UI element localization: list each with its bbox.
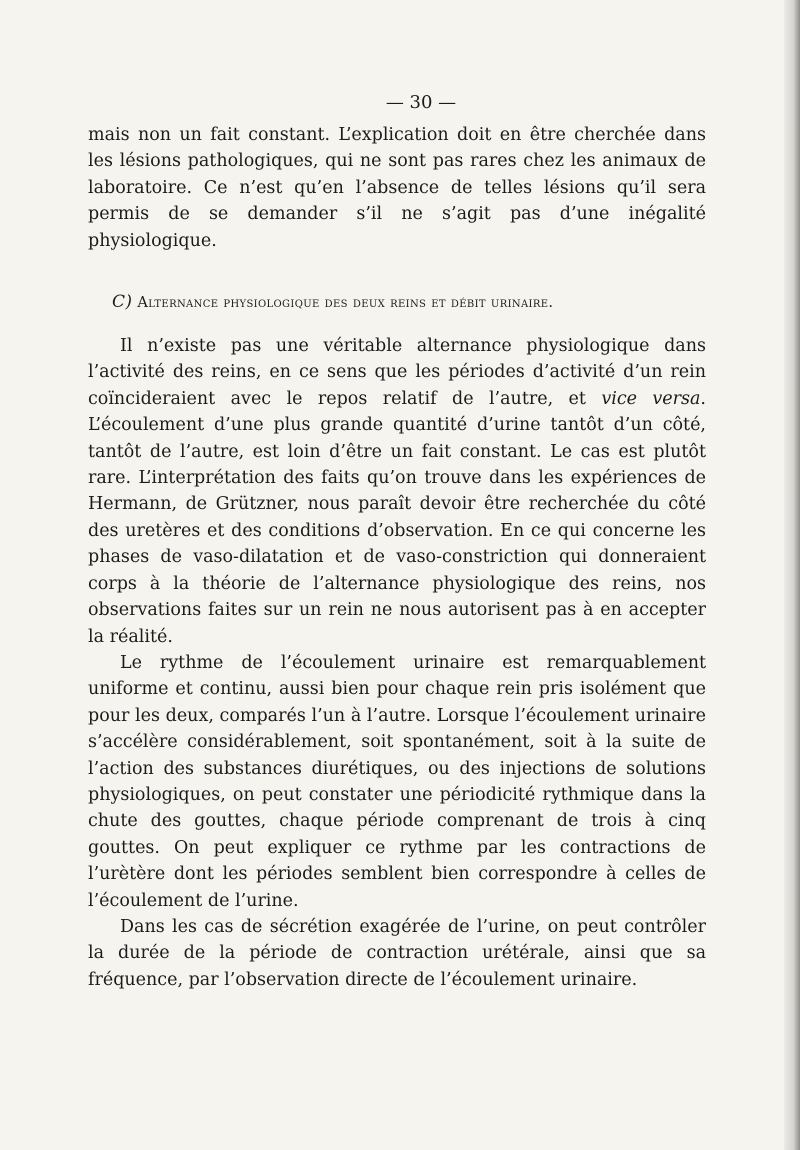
page-content (88, 90, 706, 993)
paragraph-alternance-text-2: . L’écoulement d’une plus grande quantité d’urine tantôt d’un côté, tantôt de l’autre, est loin d’être un fait constant. Le cas est plutôt rare. L’interprétation des faits qu’on trouve dans les expériences de Hermann, de Grützner, nous paraît devoir être recherchée du côté des uretères et des conditions d’observation. En ce qui concerne les phases de vaso-dilatation et de vaso-constriction qui donneraient corps à la théorie de l’alternance physiologique des reins, nos observations faites sur un rein ne nous autorisent pas à en accepter la réalité. (88, 388, 706, 647)
section-letter: C) (112, 292, 133, 313)
continuation-paragraph: mais non un fait constant. L’explication doit en être cherchée dans les lésions pathologiques, qui ne sont pas rares chez les animaux de laboratoire. Ce n’est qu’en l’absence de telles lésions qu’il sera permis de se demander s’il ne s’agit pas d’une inégalité physiologique. (88, 125, 706, 251)
latin-emphasis: vice versa (601, 388, 701, 409)
paragraph-secretion: Dans les cas de sécrétion exagérée de l’urine, on peut contrôler la durée de la période de contraction urétérale, ainsi que sa fréquence, par l’observation directe de l’écoulement urinaire. (88, 916, 706, 990)
section-heading (88, 290, 706, 315)
section-title: Alternance physiologique des deux reins et débit urinaire. (137, 294, 554, 312)
paragraph-rythme: Le rythme de l’écoulement urinaire est remarquablement uniforme et continu, aussi bien pour chaque rein pris isolément que pour les deux, comparés l’un à l’autre. Lorsque l’écoulement urinaire s’accélère considérablement, soit spontanément, soit à la suite de l’action des substances diurétiques, ou des injections de solutions physiologiques, on peut constater une périodicité rythmique dans la chute des gouttes, chaque période comprenant de trois à cinq gouttes. On peut expliquer ce rythme par les contractions de l’urètère dont les périodes semblent bien correspondre à celles de l’écoulement de l’urine. (88, 652, 706, 911)
page-edge-shadow (784, 0, 800, 1150)
paragraph-alternance-text-1: Il n’existe pas une véritable alternance physiologique dans l’activité des reins, en ce sens que les périodes d’activité d’un rein coïncideraient avec le repos relatif de l’autre, et (88, 336, 706, 409)
paragraph-alternance (88, 333, 706, 650)
page-number: — 30 — (385, 92, 457, 113)
